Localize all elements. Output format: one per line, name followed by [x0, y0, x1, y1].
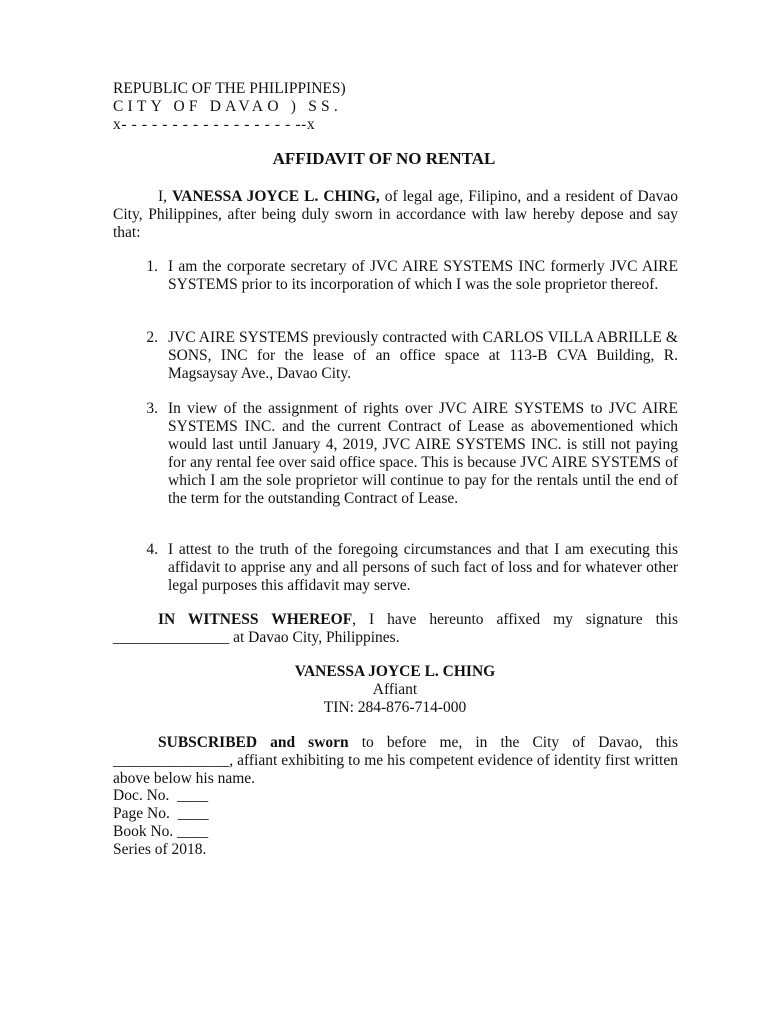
statement-list-2 [113, 329, 678, 383]
statement-number: 4. [146, 541, 158, 558]
subscribed-rest: to before me, in the City of Davao, this _______________, affiant exhibiting to me his competent evidence of identity first written above below his name. [113, 734, 678, 787]
statement-number: 3. [146, 400, 158, 417]
intro-prefix: I, [158, 188, 173, 205]
statement-number: 2. [146, 329, 158, 346]
subscribed-lead: SUBSCRIBED and sworn [158, 734, 349, 751]
statement-list-3 [113, 400, 678, 508]
book-number: Book No. ____ [113, 823, 209, 840]
statement-item [113, 258, 678, 294]
witness-paragraph [113, 611, 678, 647]
venue-city: CITY OF DAVAO ) SS. [113, 98, 342, 115]
affiant-name: VANESSA JOYCE L. CHING [294, 663, 496, 680]
doc-number: Doc. No. ____ [113, 787, 209, 804]
statement-list-1 [113, 258, 678, 294]
statement-text: JVC AIRE SYSTEMS previously contracted with CARLOS VILLA ABRILLE & SONS, INC for the lease of an office space at 113-B CVA Building, R. Magsaysay Ave., Davao City. [168, 329, 678, 382]
document-title: AFFIDAVIT OF NO RENTAL [272, 149, 496, 168]
statement-list-4 [113, 541, 678, 595]
affiant-name-inline: VANESSA JOYCE L. CHING, [172, 188, 380, 205]
statement-item [113, 541, 678, 595]
intro-paragraph [113, 188, 678, 242]
venue-divider: x- - - - - - - - - - - - - - - - - --x [113, 116, 316, 133]
page-number: Page No. ____ [113, 805, 209, 822]
venue-republic: REPUBLIC OF THE PHILIPPINES) [113, 80, 346, 97]
venue-block [113, 80, 346, 134]
statement-number: 1. [146, 258, 158, 275]
series-year: Series of 2018. [113, 841, 207, 858]
statement-text: I attest to the truth of the foregoing circumstances and that I am executing this affidavit to apprise any and all persons of such fact of loss and for whatever other legal purposes this affidavit may serve. [168, 541, 678, 594]
statement-item [113, 329, 678, 383]
statement-item [113, 400, 678, 508]
notary-block [113, 787, 209, 859]
affiant-label: Affiant [372, 681, 418, 698]
statement-text: In view of the assignment of rights over JVC AIRE SYSTEMS to JVC AIRE SYSTEMS INC. and the current Contract of Lease as abovementioned which would last until January 4, 2019, JVC AIRE SYSTEMS INC. is still not paying for any rental fee over said office space. This is because JVC AIRE SYSTEMS of which I am the sole proprietor will continue to pay for the rentals until the end of the term for the outstanding Contract of Lease. [168, 400, 678, 507]
statement-text: I am the corporate secretary of JVC AIRE SYSTEMS INC formerly JVC AIRE SYSTEMS prior to its incorporation of which I was the sole proprietor thereof. [168, 258, 678, 293]
intro-rest: of legal age, Filipino, and a resident of Davao City, Philippines, after being duly sworn in accordance with law hereby depose and say that: [113, 188, 678, 241]
witness-rest: , I have hereunto affixed my signature this _______________ at Davao City, Philippines. [113, 611, 678, 646]
affiant-tin: TIN: 284-876-714-000 [323, 699, 467, 716]
subscribed-paragraph [113, 734, 678, 788]
witness-lead: IN WITNESS WHEREOF [158, 611, 353, 628]
